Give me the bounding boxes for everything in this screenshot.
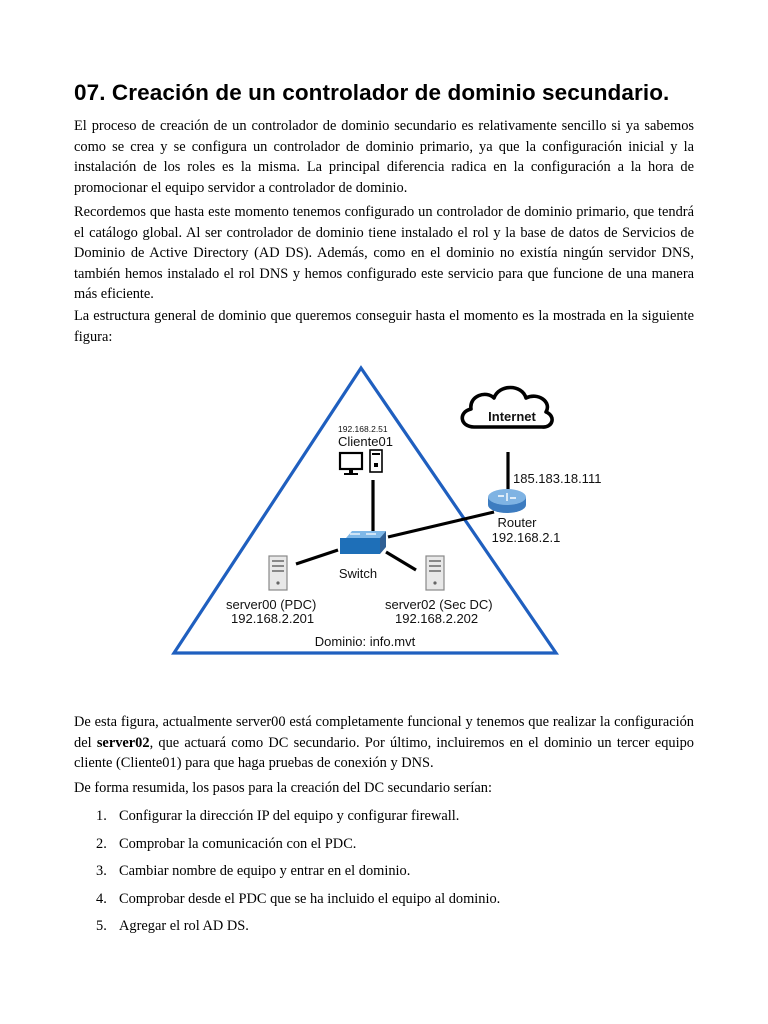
list-item-number: 4. (96, 890, 107, 907)
client-ip-label: 192.168.2.51 (338, 424, 388, 434)
paragraph-2: Recordemos que hasta este momento tenemos configurado un controlador de dominio primario, que tendrá el catálogo global. Al ser controlador de dominio tiene instalado el rol y la base de datos de Servicios de Dominio de Active Directory (AD DS). Además, como en el dominio no existía ningún servidor DNS, también hemos instalado el rol DNS y hemos configurado este servicio para que funcione de una manera más eficiente. (74, 204, 694, 302)
paragraph-4 (74, 712, 694, 774)
switch-label: Switch (338, 566, 378, 581)
paragraph-3: La estructura general de dominio que queremos conseguir hasta el momento es la mostrada en la siguiente figura: (74, 308, 694, 345)
switch-icon (340, 531, 386, 554)
list-item-number: 2. (96, 835, 107, 852)
steps-list (74, 806, 694, 944)
paragraph-1: El proceso de creación de un controlador de dominio secundario es relativamente sencillo si ya sabemos como se crea y se configura un controlador de dominio primario, ya que la configuración inicial y la instalación de los roles es la misma. La principal diferencia radica en la configuración a la hora de promocionar el equipo servidor a controlador de dominio. (74, 118, 694, 196)
list-item-number: 1. (96, 808, 107, 824)
server00-ip-label: 192.168.2.201 (231, 611, 315, 626)
list-item (74, 834, 694, 862)
router-ip-label: 192.168.2.1 (491, 530, 561, 545)
list-item-text: Comprobar la comunicación con el PDC. (119, 835, 357, 852)
list-item-text: Comprobar desde el PDC que se ha incluido el equipo al dominio. (119, 890, 501, 907)
list-item (74, 916, 694, 944)
server02-ip-label: 192.168.2.202 (395, 611, 479, 626)
client-name-label: Cliente01 (338, 434, 393, 449)
desktop-computer-icon (340, 450, 382, 475)
link-switch-server00 (296, 550, 338, 564)
paragraph-4-text-b: , que actuará como DC secundario. Por último, incluiremos en el dominio un tercer equipo cliente (Cliente01) para que haga pruebas de conexión y DNS. (74, 734, 694, 771)
list-item-text: Agregar el rol AD DS. (119, 918, 249, 935)
list-item-number: 3. (96, 863, 107, 880)
list-item-text: Cambiar nombre de equipo y entrar en el dominio. (119, 863, 411, 880)
list-item (74, 889, 694, 917)
list-item-text: Configurar la dirección IP del equipo y configurar firewall. (119, 808, 460, 824)
paragraph-4-text-a: De esta figura, actualmente server00 está completamente funcional y tenemos que realizar la configuración del (74, 714, 694, 751)
paragraph-5: De forma resumida, los pasos para la creación del DC secundario serían: (74, 780, 492, 796)
list-item (74, 861, 694, 889)
network-diagram-svg (160, 360, 602, 670)
server02-icon (426, 556, 444, 590)
link-switch-router (388, 512, 494, 537)
router-icon (488, 489, 526, 513)
domain-label: Dominio: info.mvt (314, 634, 416, 649)
public-ip-label: 185.183.18.111 (513, 471, 602, 486)
server02-name-label: server02 (Sec DC) (385, 597, 493, 612)
internet-label: Internet (488, 409, 536, 424)
network-diagram (160, 360, 602, 670)
list-item (74, 806, 694, 834)
section-title: 07. Creación de un controlador de dominio secundario. (74, 80, 670, 105)
list-item-number: 5. (96, 918, 107, 935)
router-label: Router (497, 515, 537, 530)
server00-name-label: server00 (PDC) (226, 597, 317, 612)
server00-icon (269, 556, 287, 590)
server02-emphasis: server02 (96, 734, 150, 751)
link-switch-server02 (386, 552, 416, 570)
